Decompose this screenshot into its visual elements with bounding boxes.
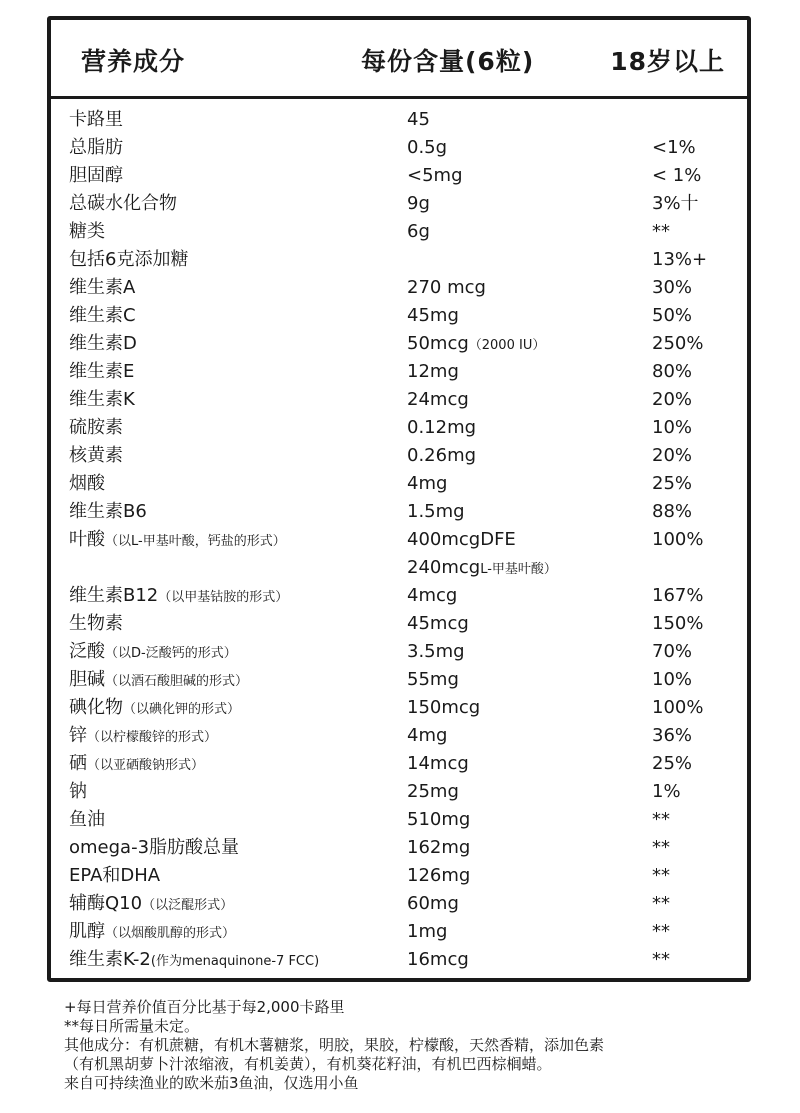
nutrient-amount [407,554,557,584]
nutrient-daily-value: 25% [652,473,693,494]
nutrient-row [51,722,747,750]
nutrient-row [51,526,747,554]
nutrient-amount-value: 14mcg [407,753,469,774]
nutrient-amount [407,218,430,248]
nutrient-name-text: 总碳水化合物 [69,193,177,214]
nutrient-name [69,610,123,640]
nutrient-daily-value: ** [652,949,670,970]
nutrient-row [51,162,747,190]
nutrient-name-text: 维生素D [69,333,137,354]
header-age-label: 18岁以上 [610,47,725,76]
nutrient-form-note: （以亚硒酸钠形式） [87,758,205,773]
nutrient-amount [407,694,480,724]
nutrient-amount [407,274,486,304]
nutrient-name-text: 维生素K-2 [69,949,151,970]
nutrient-row [51,246,747,274]
nutrient-daily-value: 20% [652,445,693,466]
nutrient-name [69,750,204,780]
nutrient-name [69,582,288,612]
nutrient-amount [407,330,545,360]
nutrient-daily-value: ** [652,837,670,858]
nutrient-name [69,526,286,556]
nutrient-daily-value: 36% [652,725,693,746]
nutrient-daily-value: 1% [652,781,681,802]
nutrient-amount-value: 25mg [407,781,459,802]
footnotes [64,998,764,1093]
nutrient-name-text: 硒 [69,753,87,774]
nutrient-amount [407,918,447,948]
nutrient-name-text: 硫胺素 [69,417,123,438]
nutrient-daily-value: 10% [652,669,693,690]
nutrient-rows [51,106,747,974]
nutrient-name [69,134,123,164]
nutrient-amount-value: <5mg [407,165,463,186]
nutrient-daily-value: 150% [652,613,704,634]
header-amount-label: 每份含量(6粒) [361,47,535,76]
nutrient-name [69,330,137,360]
nutrient-name [69,946,319,976]
nutrient-name-text: 生物素 [69,613,123,634]
nutrient-name [69,918,235,948]
nutrient-name-text: 维生素K [69,389,135,410]
nutrient-daily-value: 88% [652,501,693,522]
nutrient-amount-value: 240mcg [407,557,481,578]
nutrient-name [69,806,105,836]
nutrient-daily-value: ** [652,221,670,242]
nutrient-daily-value: 25% [652,753,693,774]
nutrient-amount-value: 16mcg [407,949,469,970]
nutrient-name-text: 维生素C [69,305,136,326]
nutrient-amount-value: 45mcg [407,613,469,634]
nutrient-amount-value: 55mg [407,669,459,690]
nutrient-name-text: 鱼油 [69,809,105,830]
nutrient-amount [407,162,463,192]
nutrient-amount-value: 0.26mg [407,445,477,466]
nutrient-amount-value: 12mg [407,361,459,382]
nutrient-amount-value: 150mcg [407,697,481,718]
header-nutrient-label: 营养成分 [81,47,186,76]
nutrient-amount [407,358,459,388]
nutrient-amount-value: 4mg [407,725,448,746]
nutrient-row [51,554,747,582]
nutrient-amount [407,414,476,444]
nutrient-amount [407,806,470,836]
nutrient-daily-value: ** [652,921,670,942]
nutrient-form-note: (作为menaquinone-7 FCC) [150,954,320,969]
nutrient-name-text: 烟酸 [69,473,105,494]
nutrient-amount [407,750,469,780]
nutrient-amount-value: 45mg [407,305,459,326]
nutrient-amount [407,862,470,892]
nutrient-name-text: 维生素A [69,277,136,298]
nutrient-amount-value: 162mg [407,837,471,858]
nutrient-name [69,218,105,248]
nutrient-name [69,274,135,304]
nutrient-row [51,666,747,694]
nutrient-amount-value: 4mcg [407,585,458,606]
nutrient-row [51,890,747,918]
nutrient-row [51,806,747,834]
nutrient-daily-value: < 1% [652,165,702,186]
nutrient-form-note: （以碘化钾的形式） [123,702,241,717]
nutrient-row [51,638,747,666]
nutrient-amount [407,610,469,640]
nutrient-form-note: （以泛醌形式） [142,898,234,913]
nutrient-amount [407,778,459,808]
nutrient-amount [407,890,459,920]
nutrient-row [51,302,747,330]
nutrient-name [69,778,87,808]
nutrient-amount-value: 4mg [407,473,448,494]
nutrient-name [69,890,233,920]
nutrient-row [51,414,747,442]
nutrient-amount-note: L-甲基叶酸） [480,562,557,577]
nutrient-name-text: 卡路里 [69,109,123,130]
nutrient-name [69,190,177,220]
nutrient-amount [407,190,430,220]
nutrient-name [69,246,188,276]
nutrient-amount [407,722,447,752]
nutrient-name [69,862,160,892]
nutrient-name-text: 维生素B6 [69,501,147,522]
nutrient-name-text: EPA和DHA [69,865,161,886]
nutrient-amount-value: 60mg [407,893,459,914]
nutrient-daily-value: 100% [652,529,704,550]
nutrient-amount [407,302,459,332]
nutrient-row [51,946,747,974]
nutrient-row [51,834,747,862]
nutrient-daily-value: ** [652,809,670,830]
nutrient-row [51,358,747,386]
nutrient-name [69,106,123,136]
nutrient-daily-value: 50% [652,305,693,326]
footnote-dv-basis: +每日营养价值百分比基于每2,000卡路里 [64,998,345,1016]
nutrient-daily-value: 20% [652,389,693,410]
nutrient-form-note: （以酒石酸胆碱的形式） [105,674,249,689]
nutrient-name-text: 胆固醇 [69,165,123,186]
nutrient-name [69,162,123,192]
nutrient-name-text: 核黄素 [69,445,123,466]
nutrient-name-text: omega-3脂肪酸总量 [69,837,240,858]
nutrient-name-text: 锌 [69,725,87,746]
nutrient-row [51,106,747,134]
table-header [51,20,747,98]
nutrient-row [51,470,747,498]
nutrient-name-text: 碘化物 [69,697,123,718]
nutrient-amount-value: 45 [407,109,430,130]
nutrient-amount-value: 0.12mg [407,417,477,438]
footnote-not-established: **每日所需量未定。 [64,1017,200,1035]
nutrient-row [51,498,747,526]
nutrient-amount-value: 270 mcg [407,277,486,298]
nutrient-name [69,498,147,528]
nutrient-form-note: （以L-甲基叶酸，钙盐的形式） [105,534,286,549]
nutrient-name-text: 胆碱 [69,669,105,690]
nutrient-name [69,302,136,332]
nutrition-facts-panel [47,16,751,982]
nutrient-name-text: 糖类 [69,221,105,242]
nutrient-amount-value: 510mg [407,809,471,830]
nutrient-name [69,470,105,500]
nutrient-daily-value: 167% [652,585,704,606]
nutrient-amount-value: 3.5mg [407,641,465,662]
nutrient-name [69,834,239,864]
nutrient-daily-value: 30% [652,277,693,298]
nutrient-row [51,274,747,302]
nutrient-amount [407,834,470,864]
nutrient-amount [407,470,447,500]
nutrient-row [51,918,747,946]
nutrient-row [51,190,747,218]
nutrient-name-text: 泛酸 [69,641,105,662]
nutrient-name [69,414,123,444]
nutrient-row [51,694,747,722]
nutrient-daily-value: ** [652,865,670,886]
footnote-fish-oil-source: 来自可持续渔业的欧米茄3鱼油，仅选用小鱼 [64,1074,359,1092]
nutrient-amount-value: 126mg [407,865,471,886]
nutrient-amount [407,442,476,472]
nutrient-amount [407,946,469,976]
footnote-other-ingredients-cont: （有机黑胡萝卜汁浓缩液，有机姜黄），有机葵花籽油，有机巴西棕榈蜡。 [64,1055,552,1073]
nutrient-name-text: 叶酸 [69,529,105,550]
nutrient-row [51,134,747,162]
nutrient-amount-value: 1.5mg [407,501,465,522]
header-divider [51,96,747,99]
nutrient-amount [407,386,469,416]
nutrient-amount [407,498,465,528]
nutrient-daily-value: <1% [652,137,696,158]
nutrient-name-text: 包括6克添加糖 [69,249,189,270]
nutrient-name-text: 维生素E [69,361,135,382]
nutrient-row [51,218,747,246]
nutrient-name [69,694,240,724]
nutrient-daily-value: ** [652,893,670,914]
nutrient-name [69,442,123,472]
nutrient-daily-value: 80% [652,361,693,382]
nutrient-amount-note: （2000 IU） [468,338,546,353]
nutrient-name [69,358,134,388]
nutrient-row [51,750,747,778]
nutrient-name [69,386,135,416]
nutrient-name-text: 辅酶Q10 [69,893,143,914]
nutrient-row [51,386,747,414]
nutrient-row [51,330,747,358]
nutrient-daily-value: 10% [652,417,693,438]
nutrient-amount [407,666,459,696]
nutrient-row [51,862,747,890]
nutrient-form-note: （以烟酸肌醇的形式） [105,926,236,941]
nutrient-daily-value: 100% [652,697,704,718]
nutrient-form-note: （以甲基钴胺的形式） [158,590,289,605]
nutrient-amount-value: 50mcg [407,333,469,354]
nutrient-daily-value: 250% [652,333,704,354]
nutrient-amount-value: 6g [407,221,430,242]
nutrient-name-text: 钠 [69,781,87,802]
nutrient-name-text: 总脂肪 [69,137,123,158]
nutrient-amount-value: 9g [407,193,430,214]
nutrient-daily-value: 70% [652,641,693,662]
nutrient-name [69,638,237,668]
nutrient-amount-value: 1mg [407,921,448,942]
nutrient-row [51,778,747,806]
nutrient-daily-value: 13%+ [652,249,708,270]
nutrient-row [51,582,747,610]
nutrient-amount-value: 24mcg [407,389,469,410]
nutrient-name-text: 肌醇 [69,921,105,942]
nutrient-daily-value: 3%十 [652,193,699,214]
nutrient-amount-value: 400mcgDFE [407,529,516,550]
nutrient-amount [407,582,457,612]
nutrient-form-note: （以D-泛酸钙的形式） [105,646,237,661]
nutrient-amount [407,134,447,164]
nutrient-amount [407,526,516,556]
nutrient-amount [407,638,465,668]
nutrient-name-text: 维生素B12 [69,585,159,606]
footnote-other-ingredients: 其他成分：有机蔗糖，有机木薯糖浆，明胶，果胶，柠檬酸，天然香精，添加色素 [64,1036,605,1054]
nutrient-amount [407,106,430,136]
nutrient-name [69,722,217,752]
nutrient-form-note: （以柠檬酸锌的形式） [87,730,218,745]
nutrient-name [69,666,248,696]
nutrient-row [51,610,747,638]
nutrient-amount-value: 0.5g [407,137,448,158]
nutrient-row [51,442,747,470]
